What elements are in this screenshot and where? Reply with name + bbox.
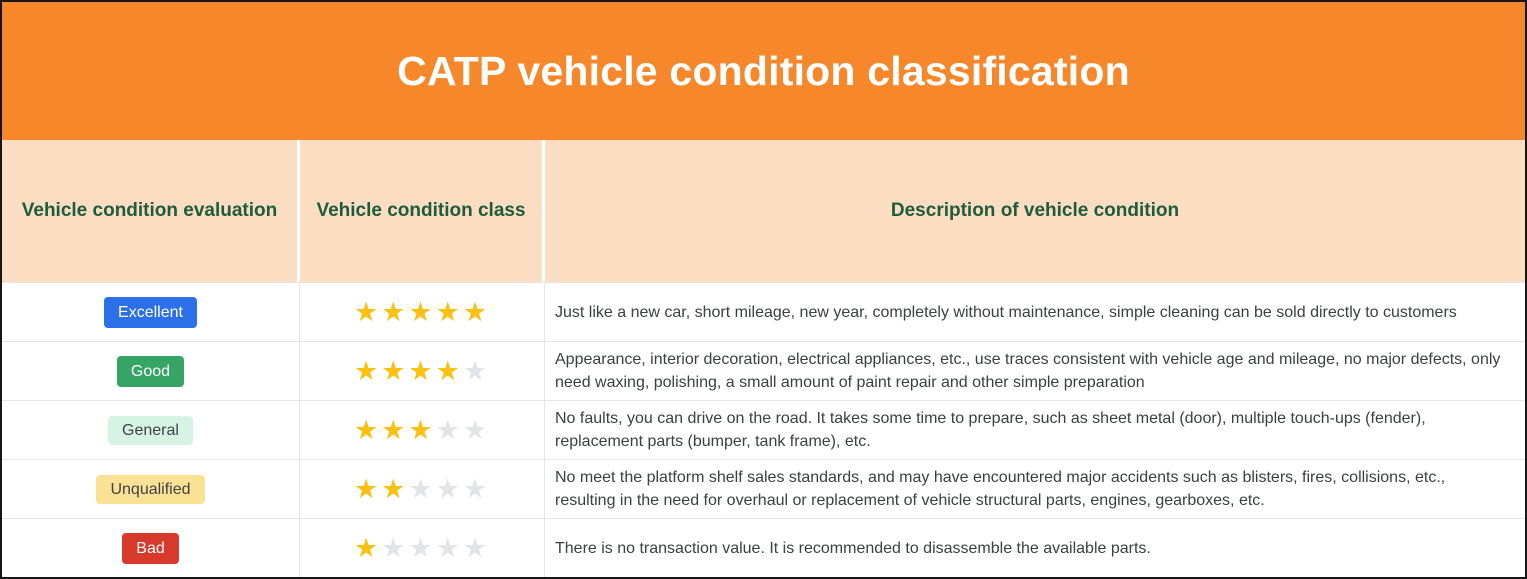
star-empty-icon: ★	[381, 532, 409, 563]
description-text: Just like a new car, short mileage, new year, completely without maintenance, simple cleaning can be sold directly to customers	[555, 303, 1457, 321]
star-empty-icon: ★	[462, 355, 491, 386]
status-badge-general: General	[108, 416, 193, 445]
star-filled-icon: ★	[353, 473, 382, 504]
description-cell	[545, 342, 1525, 400]
description-cell	[545, 401, 1525, 459]
star-filled-icon: ★	[435, 296, 463, 327]
description-text: No faults, you can drive on the road. It takes some time to prepare, such as sheet metal (door), multiple touch-ups (fender), replacement parts (bumper, tank frame), etc.	[555, 410, 1426, 450]
title-banner	[2, 2, 1525, 140]
star-filled-icon: ★	[381, 296, 409, 327]
star-empty-icon: ★	[408, 532, 436, 563]
column-header-evaluation: Vehicle condition evaluation	[2, 140, 300, 282]
description-cell	[545, 460, 1525, 518]
star-rating	[353, 296, 491, 327]
star-empty-icon: ★	[462, 473, 491, 504]
evaluation-cell	[2, 460, 300, 518]
star-filled-icon: ★	[353, 414, 382, 445]
table-row-general	[2, 400, 1525, 459]
star-filled-icon: ★	[353, 355, 382, 386]
star-empty-icon: ★	[462, 532, 491, 563]
star-empty-icon: ★	[408, 473, 436, 504]
star-filled-icon: ★	[408, 296, 436, 327]
status-badge-excellent: Excellent	[104, 297, 197, 328]
description-cell	[545, 283, 1525, 341]
star-filled-icon: ★	[435, 355, 463, 386]
star-rating	[353, 355, 491, 386]
star-filled-icon: ★	[381, 355, 409, 386]
class-cell	[300, 401, 545, 459]
description-text: No meet the platform shelf sales standards, and may have encountered major accidents such as blisters, fires, collisions, etc., resulting in the need for overhaul or replacement of vehicle structural parts, engines, gearboxes, etc.	[555, 469, 1446, 509]
star-filled-icon: ★	[381, 473, 409, 504]
table-row-bad	[2, 518, 1525, 577]
description-text: There is no transaction value. It is recommended to disassemble the available parts.	[555, 539, 1151, 557]
star-rating	[353, 473, 491, 504]
star-empty-icon: ★	[435, 473, 463, 504]
star-filled-icon: ★	[381, 414, 409, 445]
star-filled-icon: ★	[408, 355, 436, 386]
star-filled-icon: ★	[353, 532, 382, 563]
table-row-excellent	[2, 282, 1525, 341]
evaluation-cell	[2, 401, 300, 459]
table-row-good	[2, 341, 1525, 400]
star-empty-icon: ★	[435, 532, 463, 563]
star-filled-icon: ★	[353, 296, 382, 327]
star-filled-icon: ★	[408, 414, 436, 445]
table-header-row	[2, 140, 1525, 282]
page-title: CATP vehicle condition classification	[397, 47, 1130, 94]
star-rating	[353, 532, 491, 563]
evaluation-cell	[2, 519, 300, 577]
status-badge-unqualified: Unqualified	[96, 475, 204, 504]
column-header-class: Vehicle condition class	[300, 140, 545, 282]
class-cell	[300, 519, 545, 577]
class-cell	[300, 460, 545, 518]
evaluation-cell	[2, 283, 300, 341]
star-empty-icon: ★	[435, 414, 463, 445]
class-cell	[300, 283, 545, 341]
description-text: Appearance, interior decoration, electrical appliances, etc., use traces consistent with vehicle age and mileage, no major defects, only need waxing, polishing, a small amount of paint repair and other simple preparation	[555, 351, 1501, 391]
star-rating	[353, 414, 491, 445]
status-badge-bad: Bad	[122, 533, 178, 564]
star-empty-icon: ★	[462, 414, 491, 445]
star-filled-icon: ★	[462, 296, 491, 327]
column-header-description: Description of vehicle condition	[890, 200, 1180, 221]
status-badge-good: Good	[117, 356, 184, 387]
table-row-unqualified	[2, 459, 1525, 518]
class-cell	[300, 342, 545, 400]
evaluation-cell	[2, 342, 300, 400]
description-cell	[545, 519, 1525, 577]
